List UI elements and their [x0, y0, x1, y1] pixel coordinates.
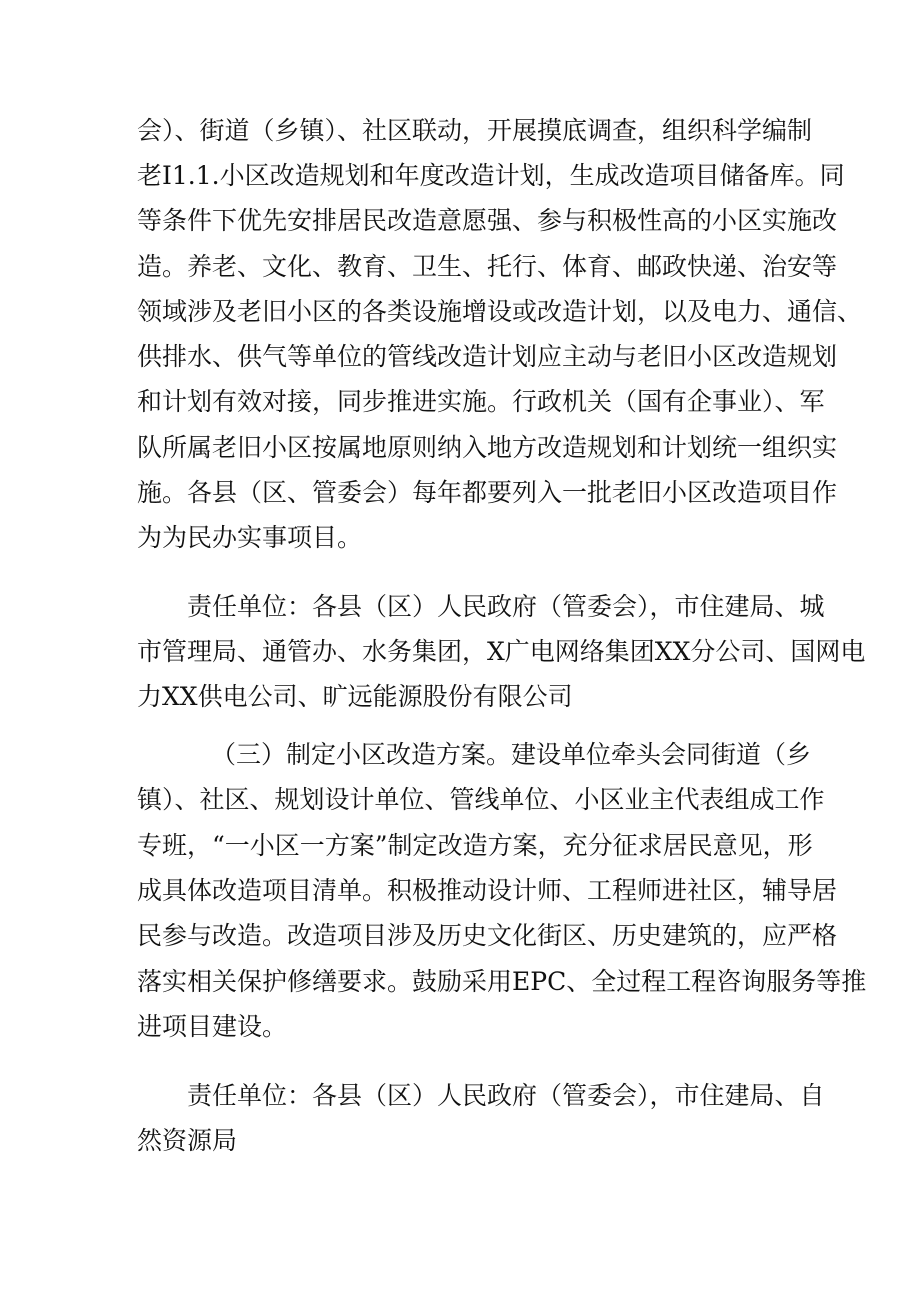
text-line: 施。各县（区、管委会）每年都要列入一批老旧小区改造项目作	[137, 478, 838, 507]
text-line: 供排水、供气等单位的管线改造计划应主动与老旧小区改造规划	[137, 342, 838, 371]
text-line: 镇）、社区、规划设计单位、管线单位、小区业主代表组成工作	[137, 785, 825, 814]
text-line: 为为民办实事项目。	[137, 523, 363, 552]
text-line: 造。养老、文化、教育、卫生、托行、体育、邮政快递、治安等	[137, 252, 838, 281]
text-line: 会）、街道（乡镇）、社区联动，开展摸底调查，组织科学编制	[137, 116, 813, 145]
text-line: 等条件下优先安排居民改造意愿强、参与积极性高的小区实施改	[137, 206, 838, 235]
text-line: 市管理局、通管办、水务集团，X广电网络集团XX分公司、国网电	[137, 637, 866, 666]
text-line: 老I1.1.小区改造规划和年度改造计划，生成改造项目储备库。同	[137, 161, 845, 190]
text-line: 进项目建设。	[137, 1012, 288, 1041]
text-line: 和计划有效对接，同步推进实施。行政机关（国有企事业）、军	[137, 387, 825, 416]
text-line: 专班，“一小区一方案”制定改造方案，充分征求居民意见，形	[137, 831, 813, 860]
text-line: 民参与改造。改造项目涉及历史文化街区、历史建筑的，应严格	[137, 921, 838, 950]
section-heading-line: （三）制定小区改造方案。建设单位牵头会同街道（乡	[211, 740, 812, 769]
text-line: 队所属老旧小区按属地原则纳入地方改造规划和计划统一组织实	[137, 433, 838, 462]
text-line: 责任单位：各县（区）人民政府（管委会），市住建局、自	[187, 1081, 825, 1110]
text-line: 力XX供电公司、旷远能源股份有限公司	[137, 682, 573, 711]
text-line: 成具体改造项目清单。积极推动设计师、工程师进社区，辅导居	[137, 876, 838, 905]
text-line: 责任单位：各县（区）人民政府（管委会），市住建局、城	[187, 592, 825, 621]
text-line: 落实相关保护修缮要求。鼓励采用EPC、全过程工程咨询服务等推	[137, 967, 867, 996]
text-line: 然资源局	[137, 1126, 238, 1155]
text-line: 领域涉及老旧小区的各类设施增设或改造计划，以及电力、通信、	[137, 297, 863, 326]
